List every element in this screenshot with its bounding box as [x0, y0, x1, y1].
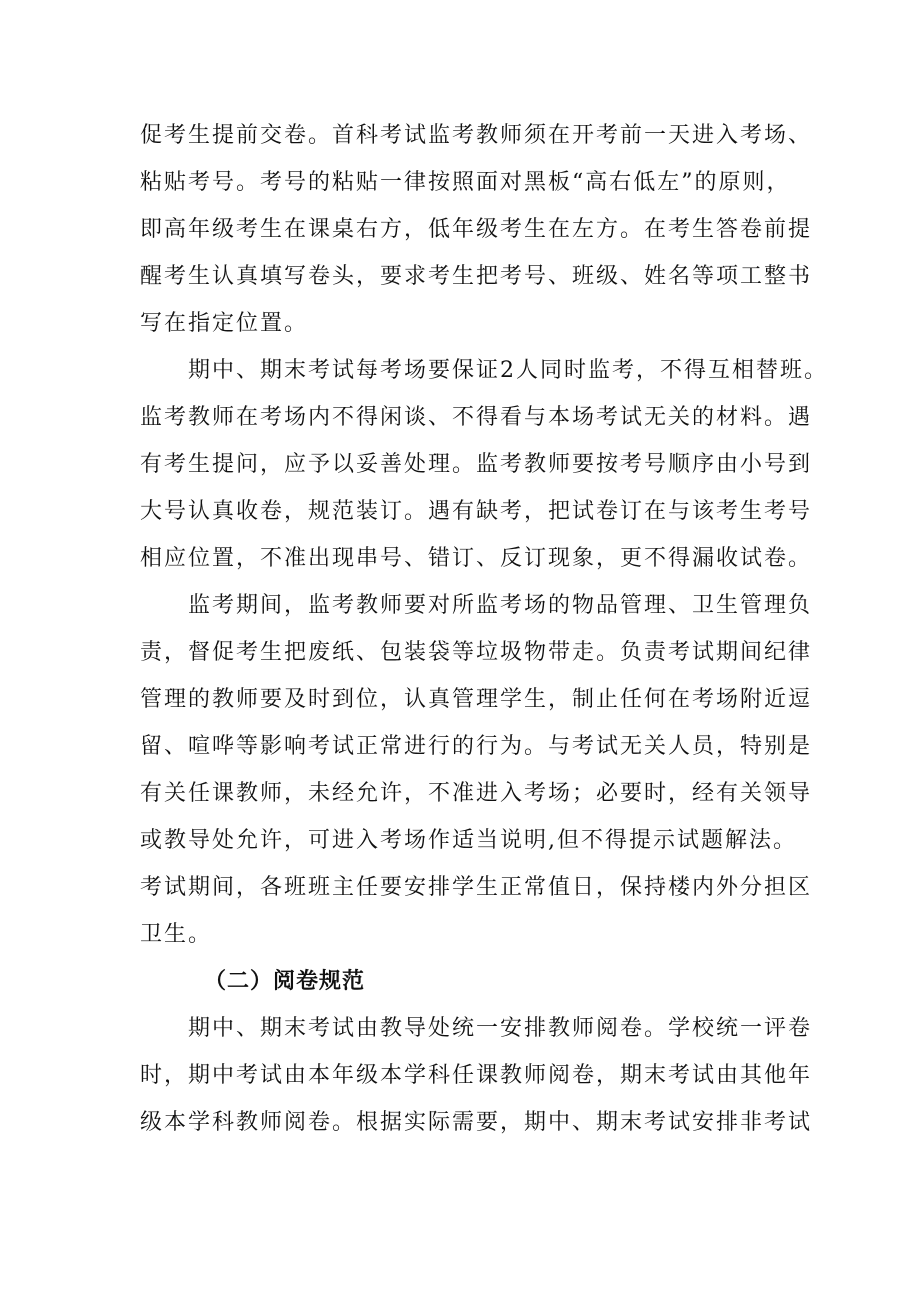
text-line: 有关任课教师，未经允许，不准进入考场；必要时，经有关领导 — [140, 781, 813, 806]
text-line: 期中、期末考试由教导处统一安排教师阅卷。学校统一评卷 — [188, 1016, 813, 1041]
text-line: 卫生。 — [140, 922, 213, 947]
text-line: 期中、期末考试每考场要保证2人同时监考，不得互相替班。 — [188, 358, 828, 383]
text-line: 有考生提问，应予以妥善处理。监考教师要按考号顺序由小号到 — [140, 452, 813, 477]
paragraph-midterm-final-proctoring — [140, 347, 828, 582]
text-line: 粘贴考号。考号的粘贴一律按照面对黑板“高右低左”的原则， — [140, 170, 791, 195]
text-line: 监考期间，监考教师要对所监考场的物品管理、卫生管理负 — [188, 593, 813, 618]
text-line: 监考教师在考场内不得闲谈、不得看与本场考试无关的材料。遇 — [140, 405, 813, 430]
text-line: 时，期中考试由本年级本学科任课教师阅卷，期末考试由其他年 — [140, 1063, 813, 1088]
section-heading-grading-rules: （二）阅卷规范 — [204, 969, 366, 994]
text-line: 考试期间，各班班主任要安排学生正常值日，保持楼内外分担区 — [140, 875, 813, 900]
text-line: 大号认真收卷，规范装订。遇有缺考，把试卷订在与该考生考号 — [140, 499, 813, 524]
text-line: 或教导处允许，可进入考场作适当说明,但不得提示试题解法。 — [140, 828, 797, 853]
text-line: 管理的教师要及时到位，认真管理学生，制止任何在考场附近逗 — [140, 687, 813, 712]
text-line: 醒考生认真填写卷头，要求考生把考号、班级、姓名等项工整书 — [140, 264, 813, 289]
text-line: 留、喧哗等影响考试正常进行的行为。与考试无关人员，特别是 — [140, 734, 813, 759]
text-line: 级本学科教师阅卷。根据实际需要，期中、期末考试安排非考试 — [140, 1110, 813, 1135]
text-line: 相应位置，不准出现串号、错订、反订现象，更不得漏收试卷。 — [140, 546, 813, 571]
text-line: 即高年级考生在课桌右方，低年级考生在左方。在考生答卷前提 — [140, 217, 813, 242]
paragraph-grading-arrangement — [140, 1005, 813, 1146]
paragraph-proctoring-period — [140, 582, 813, 958]
paragraph-exam-supervision-start — [140, 112, 813, 347]
text-line: 写在指定位置。 — [140, 311, 309, 336]
text-line: 责，督促考生把废纸、包装袋等垃圾物带走。负责考试期间纪律 — [140, 640, 813, 665]
document-body — [140, 112, 828, 1146]
text-line: 促考生提前交卷。首科考试监考教师须在开考前一天进入考场、 — [140, 123, 813, 148]
